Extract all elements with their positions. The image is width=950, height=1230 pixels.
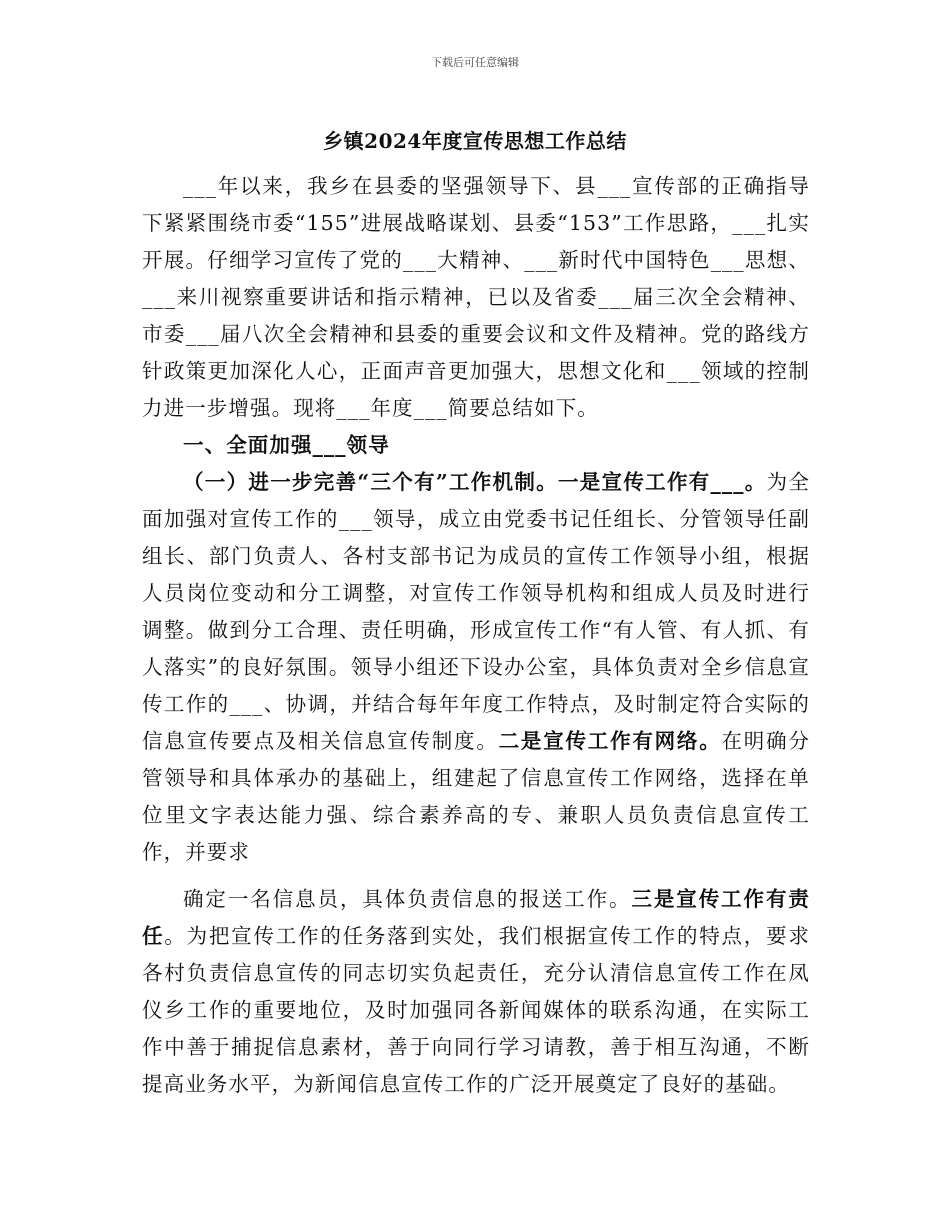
paragraph-text: 在明确分管领导和具体承办的基础上，组建起了信息宣传工作网络，选择在单位里文字表达能力强、综合素养高的专、兼职人员负责信息宣传工作，并要求 xyxy=(142,729,810,864)
subsection-paragraph-1 xyxy=(142,464,810,871)
subsection-heading: （一）进一步完善“三个有”工作机制。一是宣传工作有___。 xyxy=(183,470,767,494)
section-heading-1: 一、全面加强___领导 xyxy=(183,433,390,457)
point-three-heading: 三是宣传工作有责任 xyxy=(142,887,810,948)
page-header: 下载后可任意编辑 xyxy=(431,56,519,69)
paragraph-text: 为全面加强对宣传工作的___领导，成立由党委书记任组长、分管领导任副组长、部门负责人、各村支部书记为成员的宣传工作领导小组，根据人员岗位变动和分工调整，对宣传工作领导机构和组成人员及时进行调整。做到分工合理、责任明确，形成宣传工作“有人管、有人抓、有人落实”的良好氛围。领导小组还下设办公室，具体负责对全乡信息宣传工作的___、协调，并结合每年年度工作特点，及时制定符合实际的信息宣传要点及相关信息宣传制度。 xyxy=(142,470,811,753)
paragraph-text: 。为把宣传工作的任务落到实处，我们根据宣传工作的特点，要求各村负责信息宣传的同志切实负起责任，充分认清信息宣传工作在凤仪乡工作的重要地位，及时加强同各新闻媒体的联系沟通，在实际工作中善于捕捉信息素材，善于向同行学习请教，善于相互沟通，不断提高业务水平，为新闻信息宣传工作的广泛开展奠定了良好的基础。 xyxy=(142,924,810,1096)
paragraph-2 xyxy=(142,881,810,1103)
point-two-heading: 二是宣传工作有网络。 xyxy=(498,729,722,753)
document-title: 乡镇2024年度宣传思想工作总结 xyxy=(323,129,627,153)
intro-paragraph: ___年以来，我乡在县委的坚强领导下、县___宣传部的正确指导下紧紧围绕市委“155”进展战略谋划、县委“153”工作思路，___扎实开展。仔细学习宣传了党的___大精神、___新时代中国特色___思想、___来川视察重要讲话和指示精神，已以及省委___届三次全会精神、市委___届八次全会精神和县委的重要会议和文件及精神。党的路线方针政策更加深化人心，正面声音更加强大，思想文化和___领域的控制力进一步增强。现将___年度___简要总结如下。 xyxy=(142,174,810,420)
document-body xyxy=(142,168,810,1103)
paragraph-text: 确定一名信息员，具体负责信息的报送工作。 xyxy=(183,887,632,911)
